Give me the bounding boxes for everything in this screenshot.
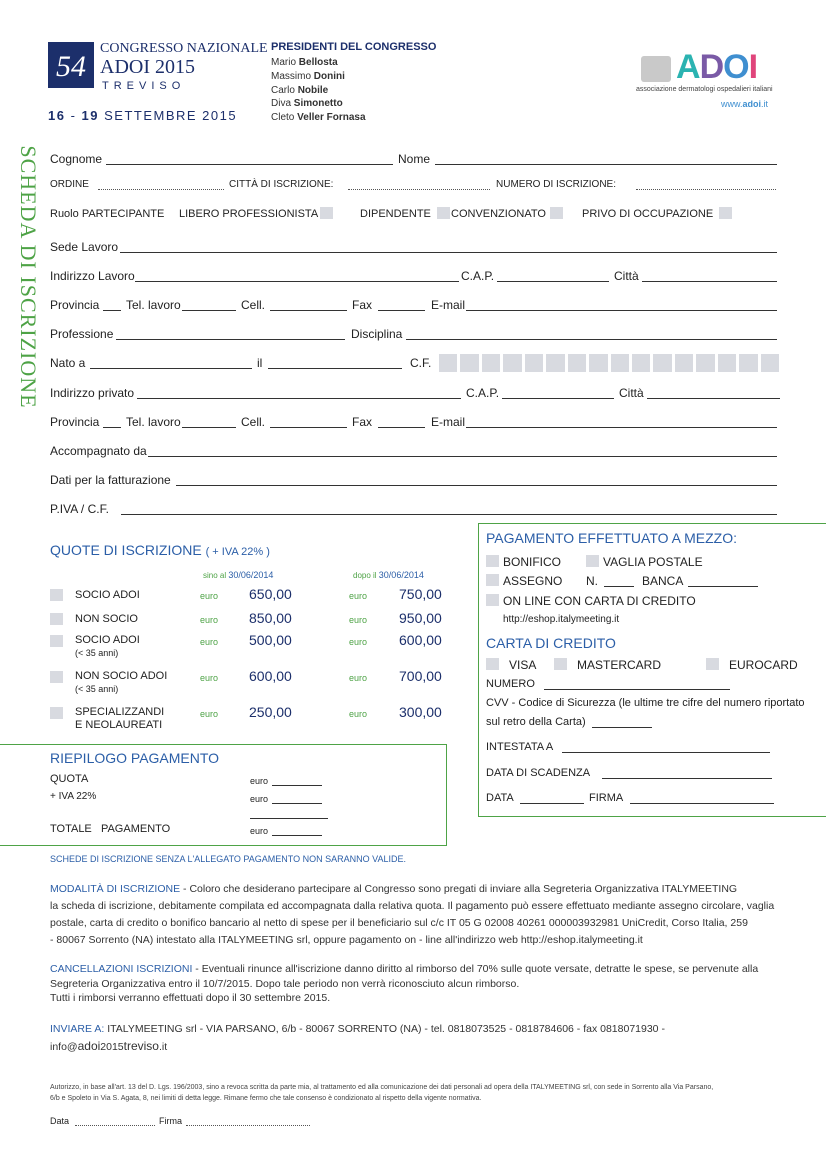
label-cognome: Cognome	[50, 152, 103, 166]
data-pagamento-input[interactable]	[520, 803, 584, 804]
congress-dates	[48, 108, 237, 123]
checkbox-online[interactable]	[486, 594, 499, 606]
quote-sublabel: E NEOLAUREATI	[75, 719, 163, 731]
quote-row	[50, 704, 450, 734]
euro-totale: euro	[250, 826, 269, 836]
label-numero-iscrizione: NUMERO DI ISCRIZIONE:	[496, 179, 617, 190]
label-privo: PRIVO DI OCCUPAZIONE	[582, 208, 714, 220]
numero-carta-input[interactable]	[544, 689, 730, 690]
label-numero-carta: NUMERO	[486, 678, 535, 690]
quote-euro: euro	[349, 709, 368, 719]
accompagnato-input[interactable]	[148, 456, 777, 457]
quote-euro: euro	[349, 673, 368, 683]
label-tel-lavoro-2: Tel. lavoro	[126, 415, 181, 429]
email-2-input[interactable]	[466, 427, 777, 428]
label-bonifico: BONIFICO	[503, 555, 562, 569]
label-professione: Professione	[50, 327, 114, 341]
checkbox-convenzionato[interactable]	[550, 207, 563, 219]
checkbox-visa[interactable]	[486, 658, 499, 670]
indirizzo-lavoro-input[interactable]	[135, 281, 459, 282]
checkbox-eurocard[interactable]	[706, 658, 719, 670]
adoi-logo: ADOI	[676, 48, 758, 86]
congress-logo-graphic	[48, 42, 94, 88]
label-visa: VISA	[509, 658, 537, 672]
label-nome: Nome	[398, 152, 431, 166]
pagamento-title: PAGAMENTO EFFETTUATO A MEZZO:	[486, 530, 737, 546]
label-online: ON LINE CON CARTA DI CREDITO	[503, 594, 696, 608]
inviare-heading: INVIARE A:	[50, 1023, 105, 1035]
riepilogo-divider	[250, 818, 328, 819]
label-firma-pagamento: FIRMA	[589, 792, 624, 804]
label-cell-1: Cell.	[241, 298, 266, 312]
quote-row	[50, 668, 450, 698]
eshop-link[interactable]: http://eshop.italymeeting.it	[503, 614, 620, 625]
label-ruolo: Ruolo	[50, 208, 79, 220]
quota-input[interactable]	[272, 785, 322, 786]
inviare-section: INVIARE A: ITALYMEETING srl - VIA PARSANO, 6/b - 80067 SORRENTO (NA) - tel. 0818073525 - 0818784606 - fax 0818071930 - info@adoi2015treviso.it	[50, 1021, 780, 1056]
label-numero-assegno: N.	[586, 574, 598, 588]
numero-assegno-input[interactable]	[604, 586, 634, 587]
quote-label: SOCIO ADOI	[75, 634, 140, 646]
cap-lavoro-input[interactable]	[497, 281, 609, 282]
label-cvv-2: sul retro della Carta)	[486, 716, 586, 728]
label-il: il	[257, 356, 263, 370]
label-cvv: CVV - Codice di Sicurezza (le ultime tre cifre del numero riportato	[486, 697, 805, 709]
quote-euro: euro	[349, 637, 368, 647]
label-sede: Sede Lavoro	[50, 240, 119, 254]
date-month: SETTEMBRE 2015	[99, 108, 238, 123]
professione-input[interactable]	[116, 339, 345, 340]
label-cap-lavoro: C.A.P.	[461, 269, 495, 283]
date-start: 16	[48, 108, 66, 123]
nome-input[interactable]	[435, 164, 777, 165]
label-mastercard: MASTERCARD	[577, 658, 662, 672]
label-scadenza: DATA DI SCADENZA	[486, 767, 591, 779]
label-banca: BANCA	[642, 574, 684, 588]
cancellazioni-section: CANCELLAZIONI ISCRIZIONI - Eventuali rinunce all'iscrizione danno diritto al rimborso del 70% sulle quote versate, detratte le spese, se pervenute alla Segreteria Organizzativa entro il 10/7/2015. Dopo tale periodo non verrà riconosciuto alcun rimborso. Tutti i rimborsi verranno effettuati dopo il 30 settembre 2015.	[50, 963, 759, 1004]
president-item: Carlo Nobile	[271, 84, 329, 96]
quote-row	[50, 586, 450, 606]
quote-checkbox[interactable]	[50, 589, 63, 601]
date-end: 19	[81, 108, 99, 123]
email-1-input[interactable]	[466, 310, 777, 311]
label-provincia-2: Provincia	[50, 415, 100, 429]
label-firma-footer: Firma	[159, 1116, 182, 1126]
quote-price-1: 850,00	[249, 610, 292, 626]
cell-2-input[interactable]	[270, 427, 347, 428]
quote-checkbox[interactable]	[50, 635, 63, 647]
quote-euro: euro	[200, 709, 219, 719]
congress-line2: ADOI 2015	[100, 56, 195, 78]
quote-checkbox[interactable]	[50, 707, 63, 719]
checkbox-bonifico[interactable]	[486, 555, 499, 567]
checkbox-vaglia[interactable]	[586, 555, 599, 567]
quote-price-1: 600,00	[249, 668, 292, 684]
label-fax-1: Fax	[352, 298, 373, 312]
label-data-footer: Data	[50, 1116, 70, 1126]
cvv-input[interactable]	[592, 727, 652, 728]
quote-price-2: 300,00	[399, 704, 442, 720]
quote-checkbox[interactable]	[50, 613, 63, 625]
label-citta-privato: Città	[619, 386, 644, 400]
quote-row	[50, 632, 450, 662]
checkbox-dipendente[interactable]	[437, 207, 450, 219]
cognome-input[interactable]	[106, 164, 393, 165]
quote-price-2: 750,00	[399, 586, 442, 602]
totale-input[interactable]	[272, 835, 322, 836]
intestata-input[interactable]	[562, 752, 770, 753]
quote-sublabel: (< 35 anni)	[75, 648, 119, 658]
label-indirizzo-privato: Indirizzo privato	[50, 386, 135, 400]
label-convenzionato: CONVENZIONATO	[451, 208, 546, 220]
congress-logo	[48, 42, 94, 88]
quote-title: QUOTE DI ISCRIZIONE ( + IVA 22% )	[50, 542, 270, 558]
label-ordine: ORDINE	[50, 179, 89, 190]
checkbox-privo[interactable]	[719, 207, 732, 219]
presidents-list	[271, 56, 366, 125]
tel-lavoro-1-input[interactable]	[182, 310, 236, 311]
side-title: SCHEDA DI ISCRIZIONE	[16, 145, 41, 409]
disciplina-input[interactable]	[406, 339, 777, 340]
label-totale: TOTALE PAGAMENTO	[50, 823, 171, 835]
citta-lavoro-input[interactable]	[642, 281, 777, 282]
quote-euro: euro	[200, 673, 219, 683]
label-indirizzo-lavoro: Indirizzo Lavoro	[50, 269, 135, 283]
label-eurocard: EUROCARD	[729, 658, 798, 672]
data-nascita-input[interactable]	[268, 368, 402, 369]
provincia-2-input[interactable]	[103, 427, 121, 428]
cell-1-input[interactable]	[270, 310, 347, 311]
quote-col1-header: sino al 30/06/2014	[203, 570, 274, 580]
data-footer-input[interactable]	[75, 1125, 155, 1126]
label-intestata: INTESTATA A	[486, 741, 554, 753]
label-fatturazione: Dati per la fatturazione	[50, 473, 171, 487]
privacy-text: Autorizzo, in base all'art. 13 del D. Lgs. 196/2003, sino a revoca scritta da parte mia, al trattamento ed alla comunicazione dei dati personali ad opera della ITALYMEETING srl, con sede in Sorrento alla Via Parsano, 6/b e Spoleto in Via S. Agata, 8, nei limiti di detta legge. Rimane fermo che tale consenso è condizionato al rispetto della vigente normativa.	[50, 1084, 714, 1102]
quote-price-2: 600,00	[399, 632, 442, 648]
quote-label: NON SOCIO	[75, 613, 138, 625]
label-piva: P.IVA / C.F.	[50, 502, 109, 516]
label-accompagnato: Accompagnato da	[50, 444, 147, 458]
congress-line3: TREVISO	[102, 80, 186, 92]
iva-input[interactable]	[272, 803, 322, 804]
label-quota: QUOTA	[50, 773, 89, 785]
quote-price-1: 650,00	[249, 586, 292, 602]
checkbox-mastercard[interactable]	[554, 658, 567, 670]
nato-input[interactable]	[90, 368, 252, 369]
congress-line1: CONGRESSO NAZIONALE	[100, 41, 268, 56]
quote-price-1: 250,00	[249, 704, 292, 720]
email-link[interactable]: info@adoi2015treviso.it	[50, 1039, 168, 1053]
label-citta-lavoro: Città	[614, 269, 639, 283]
president-item: Diva Simonetto	[271, 98, 343, 110]
adoi-site-link[interactable]: www.adoi.it	[721, 99, 769, 109]
modalita-section: MODALITÀ DI ISCRIZIONE - Coloro che desiderano partecipare al Congresso sono pregati di inviare alla Segreteria Organizzativa ITALYMEETING la scheda di iscrizione, debitamente compilata ed accompagnata dalla relativa quota. Il pagamento può essere effettuato mediante assegno circolare, vaglia postale, carta di credito o bonifico bancario al netto di spese per il beneficiario sul c/c IT 05 G 02008 40261 000003932981 UniCredit, Corso Italia, 259 - 80067 Sorrento (NA) intestato alla ITALYMEETING srl, oppure pagamento on - line all'indirizzo web http://eshop.italymeeting.it	[50, 883, 775, 946]
provincia-1-input[interactable]	[103, 310, 121, 311]
quote-price-2: 700,00	[399, 668, 442, 684]
citta-privato-input[interactable]	[647, 398, 780, 399]
checkbox-libero[interactable]	[320, 207, 333, 219]
label-fax-2: Fax	[352, 415, 373, 429]
banca-input[interactable]	[688, 586, 758, 587]
presidents-title: PRESIDENTI DEL CONGRESSO	[271, 41, 437, 53]
label-citta-iscrizione: CITTÀ DI ISCRIZIONE:	[229, 179, 334, 190]
president-item: Mario Bellosta	[271, 57, 338, 68]
firma-pagamento-input[interactable]	[630, 803, 774, 804]
date-sep: -	[65, 108, 82, 123]
quote-col2-header: dopo il 30/06/2014	[353, 570, 424, 580]
scadenza-input[interactable]	[602, 778, 772, 779]
fax-1-input[interactable]	[378, 310, 425, 311]
piva-input[interactable]	[121, 514, 777, 515]
label-nato: Nato a	[50, 356, 86, 370]
label-assegno: ASSEGNO	[503, 574, 563, 588]
quote-checkbox[interactable]	[50, 671, 63, 683]
label-email-2: E-mail	[431, 415, 466, 429]
quote-label: SOCIO ADOI	[75, 589, 140, 601]
riepilogo-title: RIEPILOGO PAGAMENTO	[50, 750, 220, 766]
sede-input[interactable]	[120, 252, 777, 253]
label-email-1: E-mail	[431, 298, 466, 312]
label-iva: + IVA 22%	[50, 791, 97, 802]
label-dipendente: DIPENDENTE	[360, 208, 431, 220]
quote-price-2: 950,00	[399, 610, 442, 626]
label-tel-lavoro-1: Tel. lavoro	[126, 298, 181, 312]
euro-iva: euro	[250, 794, 269, 804]
cap-privato-input[interactable]	[502, 398, 614, 399]
president-item: Massimo Donini	[271, 70, 345, 82]
quote-euro: euro	[200, 591, 219, 601]
quote-euro: euro	[349, 591, 368, 601]
label-cap-privato: C.A.P.	[466, 386, 500, 400]
citta-iscrizione-input[interactable]	[348, 189, 490, 190]
label-provincia-1: Provincia	[50, 298, 100, 312]
quote-euro: euro	[200, 637, 219, 647]
carta-title: CARTA DI CREDITO	[486, 635, 616, 651]
quote-price-1: 500,00	[249, 632, 292, 648]
numero-iscrizione-input[interactable]	[636, 189, 776, 190]
row-ruolo	[50, 208, 164, 220]
euro-quota: euro	[250, 776, 269, 786]
adoi-subtitle: associazione dermatologi ospedalieri italiani	[636, 86, 773, 93]
firma-footer-input[interactable]	[186, 1125, 310, 1126]
modalita-heading: MODALITÀ DI ISCRIZIONE	[50, 883, 181, 895]
quote-sublabel: (< 35 anni)	[75, 684, 119, 694]
quote-euro: euro	[200, 615, 219, 625]
quote-label: SPECIALIZZANDI	[75, 706, 165, 718]
ordine-input[interactable]	[98, 189, 224, 190]
adoi-emblem-icon	[641, 56, 671, 82]
president-item: Cleto Veller Fornasa	[271, 112, 366, 124]
tel-lavoro-2-input[interactable]	[182, 427, 236, 428]
label-cf: C.F.	[410, 356, 432, 370]
label-partecipante: PARTECIPANTE	[81, 208, 165, 220]
quote-row	[50, 610, 450, 630]
cancellazioni-heading: CANCELLAZIONI ISCRIZIONI	[50, 963, 193, 975]
fatturazione-input[interactable]	[176, 485, 777, 486]
quote-label: NON SOCIO ADOI	[75, 670, 168, 682]
label-data-pagamento: DATA	[486, 792, 514, 804]
row-cognome	[50, 152, 102, 166]
label-cell-2: Cell.	[241, 415, 266, 429]
fax-2-input[interactable]	[378, 427, 425, 428]
cf-boxes[interactable]	[439, 354, 779, 372]
label-disciplina: Disciplina	[351, 327, 403, 341]
checkbox-assegno[interactable]	[486, 574, 499, 586]
label-libero: LIBERO PROFESSIONISTA	[179, 208, 319, 220]
indirizzo-privato-input[interactable]	[137, 398, 461, 399]
logo-number: 54	[56, 50, 86, 83]
label-vaglia: VAGLIA POSTALE	[603, 555, 703, 569]
notice: SCHEDE DI ISCRIZIONE SENZA L'ALLEGATO PAGAMENTO NON SARANNO VALIDE.	[50, 854, 406, 864]
quote-euro: euro	[349, 615, 368, 625]
